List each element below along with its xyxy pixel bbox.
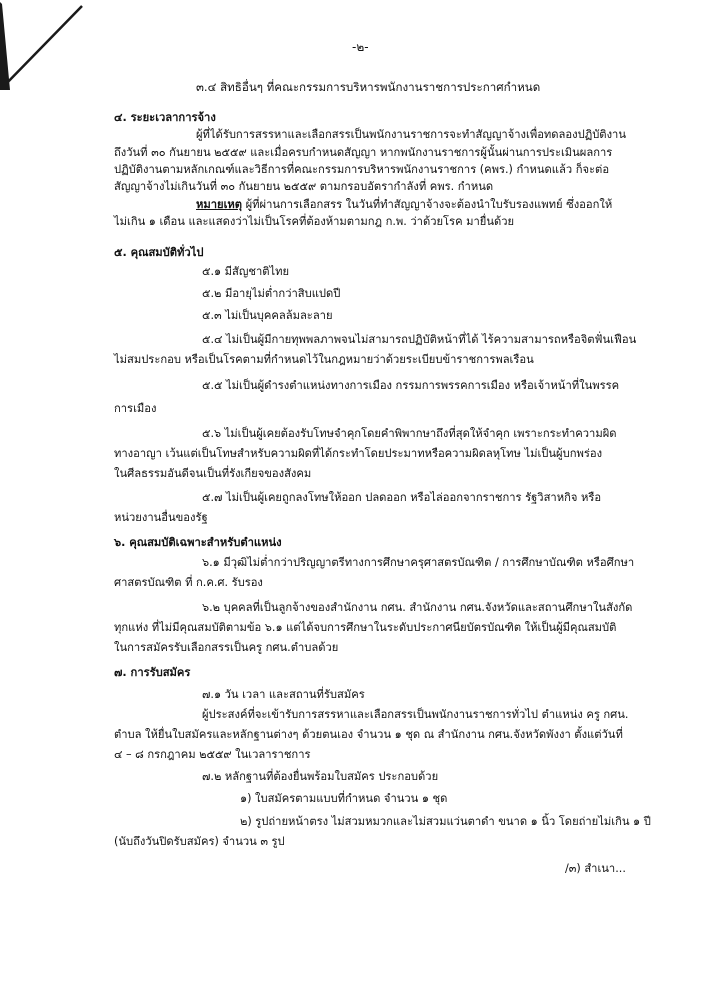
paragraph-line: ผู้ประสงค์ที่จะเข้ารับการสรรหาและเลือกสรรเป็นพนักงานราชการทั่วไป ตำแหน่ง ครู กศน. bbox=[202, 708, 629, 721]
note-line bbox=[196, 198, 612, 212]
list-item: ๒) รูปถ่ายหน้าตรง ไม่สวมหมวกและไม่สวมแว่นตาดำ ขนาด ๑ นิ้ว โดยถ่ายไม่เกิน ๑ ปี bbox=[240, 815, 651, 828]
list-item-cont: ไม่สมประกอบ หรือเป็นโรคตามที่กำหนดไว้ในกฎหมายว่าด้วยระเบียบข้าราชการพลเรือน bbox=[114, 353, 534, 366]
list-item: ๕.๒ มีอายุไม่ต่ำกว่าสิบแปดปี bbox=[202, 287, 341, 300]
list-item-cont: ทุกแห่ง ที่ไม่มีคุณสมบัติตามข้อ ๖.๑ แต่ได้จบการศึกษาในระดับประกาศนียบัตรบัณฑิต ให้เป็นผู้มีคุณสมบัติ bbox=[114, 621, 617, 634]
list-item: ๕.๓ ไม่เป็นบุคคลล้มละลาย bbox=[202, 309, 333, 322]
list-item-cont: ทางอาญา เว้นแต่เป็นโทษสำหรับความผิดที่ได้กระทำโดยประมาทหรือความผิดลหุโทษ ไม่เป็นผู้บกพร่อง bbox=[114, 447, 603, 460]
section-7-heading: ๗. การรับสมัคร bbox=[114, 666, 191, 679]
list-item: ๕.๔ ไม่เป็นผู้มีกายทุพพลภาพจนไม่สามารถปฏิบัติหน้าที่ได้ ไร้ความสามารถหรือจิตฟั่นเฟือน bbox=[202, 333, 637, 346]
paragraph-line: ๔ – ๘ กรกฎาคม ๒๕๕๙ ในเวลาราชการ bbox=[114, 748, 311, 761]
scan-corner-mark bbox=[0, 0, 90, 90]
clause-3-4: ๓.๔ สิทธิอื่นๆ ที่คณะกรรมการบริหารพนักงานราชการประกาศกำหนด bbox=[196, 80, 541, 94]
subsection-heading: ๗.๑ วัน เวลา และสถานที่รับสมัคร bbox=[202, 688, 365, 701]
note-label: หมายเหตุ bbox=[196, 198, 243, 211]
list-item: ๑) ใบสมัครตามแบบที่กำหนด จำนวน ๑ ชุด bbox=[240, 792, 448, 805]
list-item-cont: หน่วยงานอื่นของรัฐ bbox=[114, 511, 208, 524]
paragraph-line: สัญญาจ้างไม่เกินวันที่ ๓๐ กันยายน ๒๕๕๙ ตามกรอบอัตรากำลังที่ คพร. กำหนด bbox=[114, 180, 494, 193]
list-item-cont: ในศีลธรรมอันดีจนเป็นที่รังเกียจของสังคม bbox=[114, 467, 312, 480]
section-5-heading: ๕. คุณสมบัติทั่วไป bbox=[114, 246, 204, 259]
list-item-cont: (นับถึงวันปิดรับสมัคร) จำนวน ๓ รูป bbox=[114, 835, 285, 848]
paragraph-line: ถึงวันที่ ๓๐ กันยายน ๒๕๕๙ และเมื่อครบกำหนดสัญญา หากพนักงานราชการผู้นั้นผ่านการประเมินผลการ bbox=[114, 146, 613, 159]
list-item: ๕.๑ มีสัญชาติไทย bbox=[202, 265, 290, 278]
note-line-2: ไม่เกิน ๑ เดือน และแสดงว่าไม่เป็นโรคที่ต้องห้ามตามกฎ ก.พ. ว่าด้วยโรค มายื่นด้วย bbox=[114, 215, 515, 228]
list-item: ๖.๒ บุคคลที่เป็นลูกจ้างของสำนักงาน กศน. สำนักงาน กศน.จังหวัดและสถานศึกษาในสังกัด bbox=[202, 601, 633, 614]
list-item: ๖.๑ มีวุฒิไม่ต่ำกว่าปริญญาตรีทางการศึกษาครุศาสตรบัณฑิต / การศึกษาบัณฑิต หรือศึกษา bbox=[202, 556, 635, 569]
list-item: ๕.๕ ไม่เป็นผู้ดำรงตำแหน่งทางการเมือง กรรมการพรรคการเมือง หรือเจ้าหน้าที่ในพรรค bbox=[202, 379, 620, 392]
list-item-cont: ในการสมัครรับเลือกสรรเป็นครู กศน.ตำบลด้วย bbox=[114, 641, 339, 654]
continuation-marker: /๓) สำเนา... bbox=[565, 862, 626, 875]
section-6-heading: ๖. คุณสมบัติเฉพาะสำหรับตำแหน่ง bbox=[114, 536, 282, 549]
list-item-cont: ศาสตรบัณฑิต ที่ ก.ค.ศ. รับรอง bbox=[114, 576, 263, 589]
note-text: ผู้ที่ผ่านการเลือกสรร ในวันที่ทำสัญญาจ้างจะต้องนำใบรับรองแพทย์ ซึ่งออกให้ bbox=[242, 198, 613, 211]
list-item: ๕.๗ ไม่เป็นผู้เคยถูกลงโทษให้ออก ปลดออก หรือไล่ออกจากราชการ รัฐวิสาหกิจ หรือ bbox=[202, 491, 602, 504]
list-item-cont: การเมือง bbox=[114, 402, 157, 415]
page-number: -๒- bbox=[352, 40, 369, 54]
paragraph-line: ตำบล ให้ยื่นใบสมัครและหลักฐานต่างๆ ด้วยตนเอง จำนวน ๑ ชุด ณ สำนักงาน กศน.จังหวัดพังงา ตั้งแต่วันที่ bbox=[114, 728, 623, 741]
section-4-heading: ๔. ระยะเวลาการจ้าง bbox=[114, 111, 216, 124]
subsection-heading: ๗.๒ หลักฐานที่ต้องยื่นพร้อมใบสมัคร ประกอบด้วย bbox=[202, 770, 439, 783]
list-item: ๕.๖ ไม่เป็นผู้เคยต้องรับโทษจำคุกโดยคำพิพากษาถึงที่สุดให้จำคุก เพราะกระทำความผิด bbox=[202, 427, 617, 440]
paragraph-line: ผู้ที่ได้รับการสรรหาและเลือกสรรเป็นพนักงานราชการจะทำสัญญาจ้างเพื่อทดลองปฏิบัติงาน bbox=[196, 128, 626, 141]
paragraph-line: ปฏิบัติงานตามหลักเกณฑ์และวิธีการที่คณะกรรมการบริหารพนักงานราชการ (คพร.) กำหนดแล้ว ก็จะต่อ bbox=[114, 163, 610, 176]
